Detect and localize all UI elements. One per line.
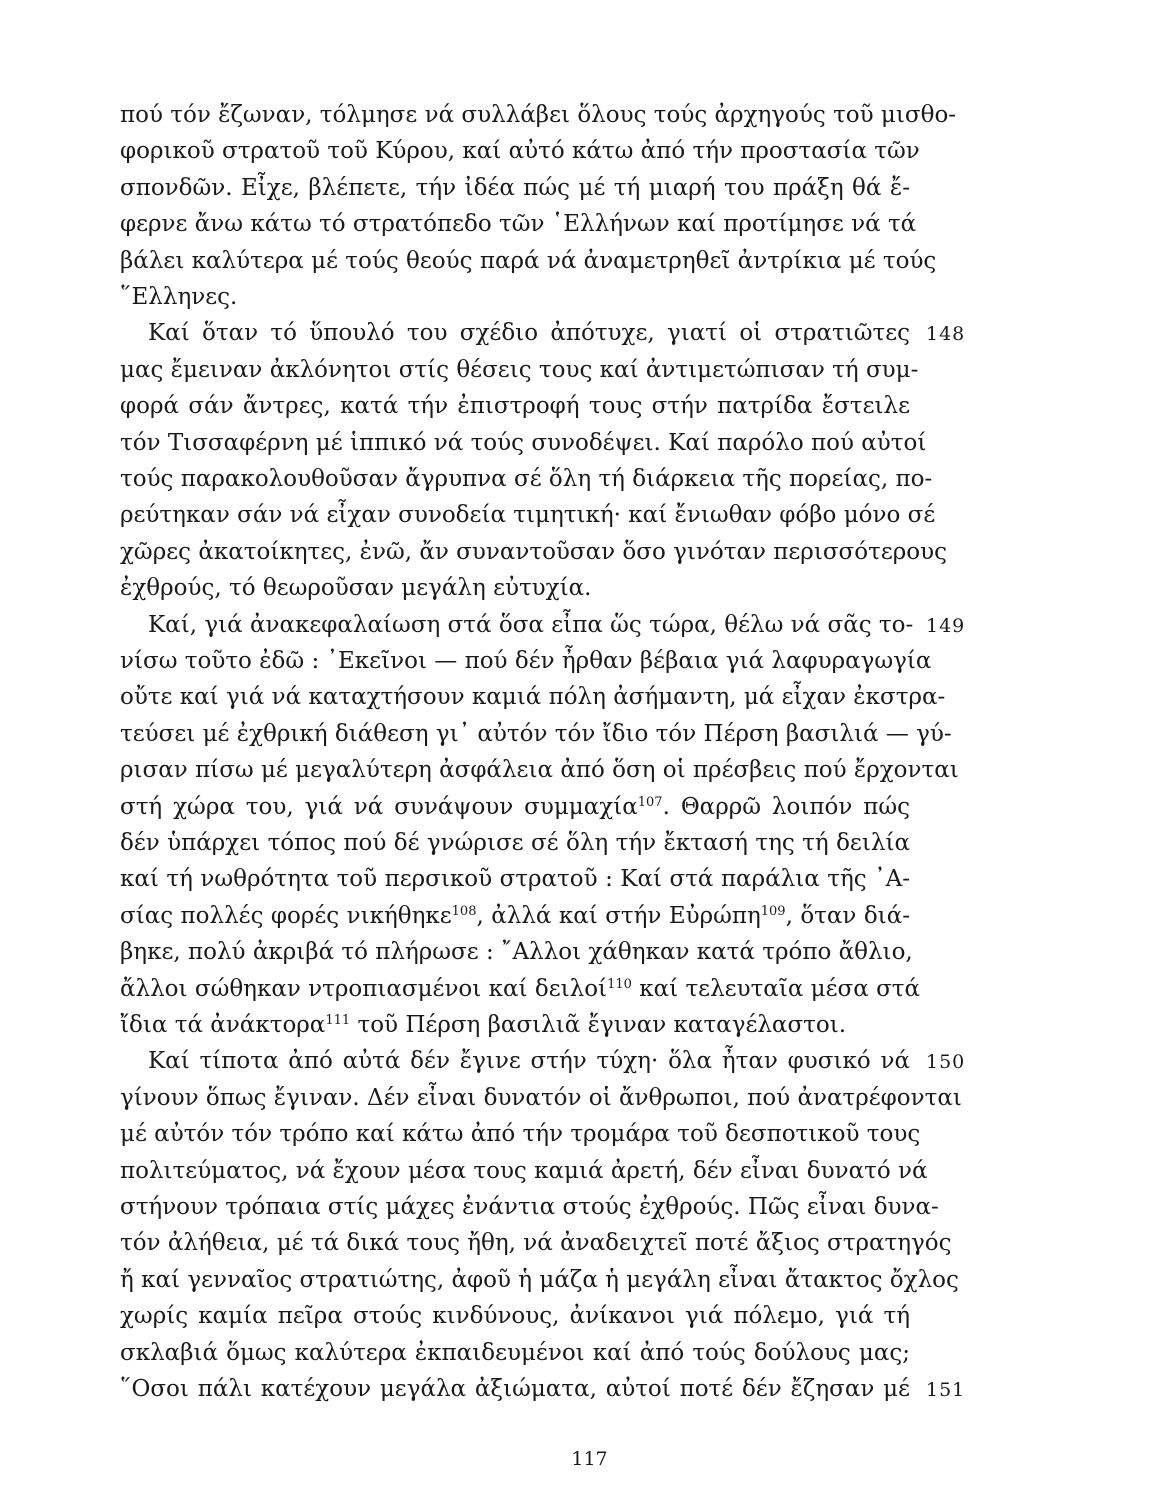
text-line: στήνουν τρόπαια στίς μάχες ἐνάντια στούς ἐχθρούς. Πῶς εἶναι δυνα- <box>120 1194 939 1220</box>
text-line: φορά σάν ἄντρες, κατά τήν ἐπιστροφή τους στήν πατρίδα ἔστειλε <box>120 393 910 420</box>
text-line: φορικοῦ στρατοῦ τοῦ Κύρου, καί αὐτό κάτω ἀπό τήν προστασία τῶν <box>120 138 920 165</box>
footnote-ref: 108 <box>451 903 477 919</box>
page-number: 117 <box>571 1448 608 1470</box>
text-line: τεύσει μέ ἐχθρική διάθεση γι᾿ αὐτόν τόν ἴδιο τόν Πέρση βασιλιά — γύ- <box>120 720 952 747</box>
text-line: χωρίς καμία πεῖρα στούς κινδύνους, ἀνίκανοι γιά πόλεμο, γιά τή <box>120 1303 910 1330</box>
text-line: ἴδια τά ἀνάκτορα$^{111}$ τοῦ Πέρση βασιλιᾶ ἔγιναν καταγέλαστοι. <box>120 1012 847 1038</box>
text-line: ρεύτηκαν σάν νά εἶχαν συνοδεία τιμητική· καί ἔνιωθαν φόβο μόνο σέ <box>120 502 936 529</box>
text-line: πολιτεύματος, νά ἔχουν μέσα τους καμιά ἀρετή, δέν εἶναι δυνατό νά <box>120 1157 928 1184</box>
footnote-ref: 111 <box>325 1013 351 1028</box>
text-line: σπονδῶν. Εἶχε, βλέπετε, τήν ἰδέα πώς μέ τή μιαρή του πράξη θά ἔ- <box>120 174 910 201</box>
text-line: γίνουν ὅπως ἔγιναν. Δέν εἶναι δυνατόν οἱ ἄνθρωποι, πού ἀνατρέφονται <box>120 1084 962 1111</box>
text-line: τόν Τισσαφέρνη μέ ἱππικό νά τούς συνοδέψει. Καί παρόλο πού αὐτοί <box>120 429 927 456</box>
text-line: Καί τίποτα ἀπό αὐτά δέν ἔγινε στήν τύχη· ὅλα ἦταν φυσικό νά <box>148 1048 910 1075</box>
text-line: βηκε, πολύ ἀκριβά τό πλήρωσε : ῎Αλλοι χάθηκαν κατά τρόπο ἄθλιο, <box>120 939 913 966</box>
footnote-ref: 107 <box>637 794 663 810</box>
text-line: σκλαβιά ὅμως καλύτερα ἐκπαιδευμένοι καί ἀπό τούς δούλους μας; <box>120 1339 910 1366</box>
text-line: σίας πολλές φορές νικήθηκε$^{108}$, ἀλλά καί στήν Εὐρώπη$^{109}$, ὅταν διά- <box>120 902 911 929</box>
text-line: χῶρες ἀκατοίκητες, ἐνῶ, ἄν συναντοῦσαν ὅσο γινόταν περισσότερους <box>120 538 947 565</box>
text-line: τόν ἀλήθεια, μέ τά δικά τους ἤθη, νά ἀναδειχτεῖ ποτέ ἄξιος στρατηγός <box>120 1230 952 1257</box>
text-line: μέ αὐτόν τόν τρόπο καί κάτω ἀπό τήν τρομάρα τοῦ δεσποτικοῦ τους <box>120 1121 921 1148</box>
text-line: φερνε ἄνω κάτω τό στρατόπεδο τῶν ῾Ελλήνων καί προτίμησε νά τά <box>120 211 917 238</box>
text-line: ῞Ελληνες. <box>120 284 238 310</box>
text-line: οὔτε καί γιά νά καταχτήσουν καμιά πόλη ἀσήμαντη, μά εἶχαν ἐκστρα- <box>120 684 946 711</box>
text-line: καί τή νωθρότητα τοῦ περσικοῦ στρατοῦ : Καί στά παράλια τῆς ᾿Α- <box>120 866 910 893</box>
text-line: ῞Οσοι πάλι κατέχουν μεγάλα ἀξιώματα, αὐτοί ποτέ δέν ἔζησαν μέ <box>120 1376 910 1402</box>
text-line: νίσω τοῦτο ἐδῶ : ᾿Εκεῖνοι — πού δέν ἦρθαν βέβαια γιά λαφυραγωγία <box>120 648 932 674</box>
footnote-ref: 110 <box>607 976 632 992</box>
text-line: Καί, γιά ἀνακεφαλαίωση στά ὅσα εἶπα ὥς τώρα, θέλω νά σᾶς το- <box>148 611 914 638</box>
text-line: στή χώρα του, γιά νά συνάψουν συμμαχία$^{107}$. Θαρρῶ λοιπόν πώς <box>120 793 910 820</box>
margin-section-number: 148 <box>926 323 966 346</box>
text-line: ἄλλοι σώθηκαν ντροπιασμένοι καί δειλοί$^{110}$ καί τελευταῖα μέσα στά <box>120 975 921 1002</box>
text-line: τούς παρακολουθοῦσαν ἄγρυπνα σέ ὅλη τή διάρκεια τῆς πορείας, πο- <box>120 466 933 492</box>
text-line: ἤ καί γενναῖος στρατιώτης, ἀφοῦ ἡ μάζα ἡ μεγάλη εἶναι ἄτακτος ὄχλος <box>120 1266 959 1293</box>
text-line: βάλει καλύτερα μέ τούς θεούς παρά νά ἀναμετρηθεῖ ἀντρίκια μέ τούς <box>120 247 937 274</box>
margin-section-number: 149 <box>926 614 966 637</box>
text-line: Καί ὅταν τό ὕπουλό του σχέδιο ἀπότυχε, γιατί οἱ στρατιῶτες <box>148 320 910 347</box>
text-line: μας ἔμειναν ἀκλόνητοι στίς θέσεις τους καί ἀντιμετώπισαν τή συμ- <box>120 356 919 383</box>
text-line: πού τόν ἔζωναν, τόλμησε νά συλλάβει ὅλους τούς ἀρχηγούς τοῦ μισθο- <box>120 102 957 128</box>
text-line: δέν ὑπάρχει τόπος πού δέ γνώρισε σέ ὅλη τήν ἔκτασή της τή δειλία <box>120 830 910 856</box>
text-line: ρισαν πίσω μέ μεγαλύτερη ἀσφάλεια ἀπό ὅση οἱ πρέσβεις πού ἔρχονται <box>120 757 959 784</box>
footnote-ref: 109 <box>760 903 786 919</box>
margin-section-number: 150 <box>926 1051 966 1074</box>
margin-section-number: 151 <box>926 1379 966 1401</box>
text-line: ἐχθρούς, τό θεωροῦσαν μεγάλη εὐτυχία. <box>120 575 592 602</box>
